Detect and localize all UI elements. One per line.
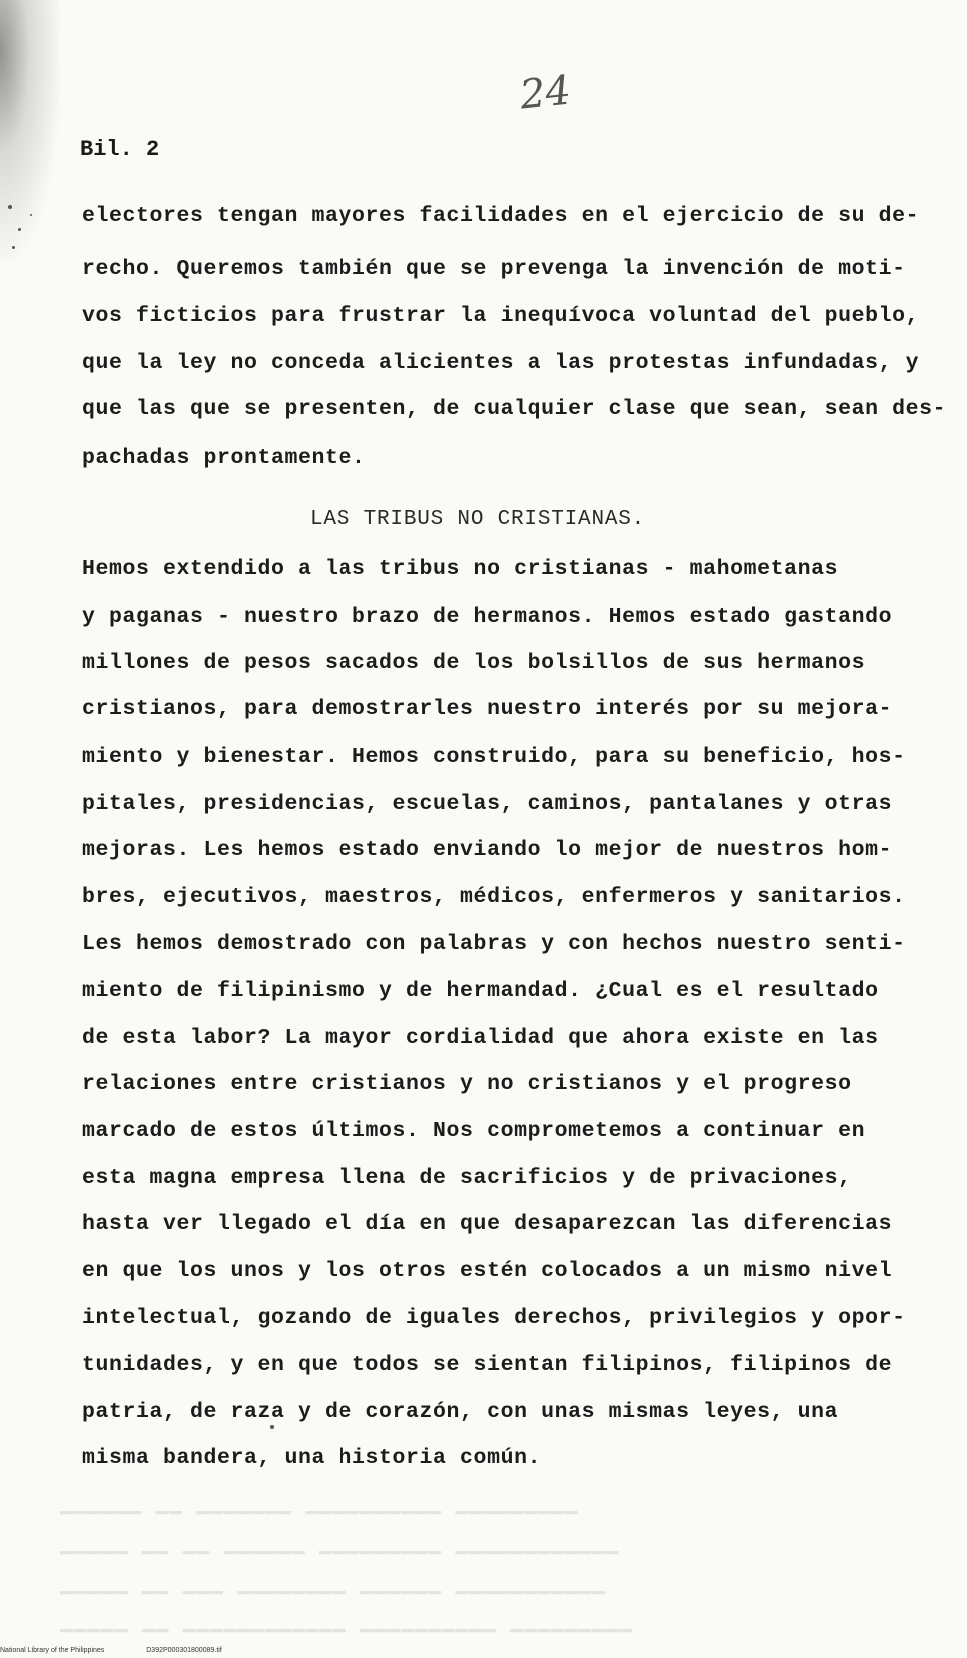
bleed-through: ▁▁▁▁▁▁ ▁▁ ▁▁▁▁▁▁▁ ▁▁▁▁▁▁▁▁▁▁ ▁▁▁▁▁▁▁▁▁ [60, 1493, 579, 1516]
text-line: hasta ver llegado el día en que desaparezcan las diferencias [82, 1212, 893, 1236]
bleed-through: ▁▁▁▁▁ ▁▁ ▁▁ ▁▁▁▁▁▁ ▁▁▁▁▁▁▁▁▁ ▁▁▁▁▁▁▁▁▁▁▁▁ [60, 1533, 620, 1556]
text-line: electores tengan mayores facilidades en el ejercicio de su de- [82, 204, 920, 228]
text-line: millones de pesos sacados de los bolsillos de sus hermanos [82, 651, 866, 675]
text-line: relaciones entre cristianos y no cristianos y el progreso [82, 1072, 852, 1096]
bleed-through: ▁▁▁▁▁ ▁▁ ▁▁▁ ▁▁▁▁▁▁▁▁ ▁▁▁▁▁▁ ▁▁▁▁▁▁▁▁▁▁▁ [60, 1573, 606, 1596]
footer-library: National Library of the Philippines [0, 1647, 105, 1654]
text-line: miento de filipinismo y de hermandad. ¿Cual es el resultado [82, 979, 879, 1003]
scan-footer [0, 1647, 262, 1654]
scan-shadow [0, 0, 60, 260]
page-number-handwritten: 24 [517, 67, 574, 119]
text-line: de esta labor? La mayor cordialidad que ahora existe en las [82, 1026, 879, 1050]
text-line: recho. Queremos también que se prevenga la invención de moti- [82, 257, 906, 281]
text-line: bres, ejecutivos, maestros, médicos, enfermeros y sanitarios. [82, 885, 906, 909]
text-line: patria, de raza y de corazón, con unas mismas leyes, una [82, 1400, 839, 1424]
text-line: Les hemos demostrado con palabras y con hechos nuestro senti- [82, 932, 906, 956]
scan-speck [8, 205, 12, 209]
text-line: y paganas - nuestro brazo de hermanos. Hemos estado gastando [82, 605, 893, 629]
scan-speck [18, 228, 21, 231]
bleed-through: ▁▁▁▁▁ ▁▁ ▁▁▁▁▁▁▁▁▁▁▁▁ ▁▁▁▁▁▁▁▁▁▁ ▁▁▁▁▁▁▁▁▁ [60, 1611, 633, 1634]
text-line: Hemos extendido a las tribus no cristianas - mahometanas [82, 557, 839, 581]
text-line: intelectual, gozando de iguales derechos, privilegios y opor- [82, 1306, 906, 1330]
text-line: que la ley no conceda alicientes a las protestas infundadas, y [82, 351, 920, 375]
text-line: esta magna empresa llena de sacrificios y de privaciones, [82, 1166, 852, 1190]
text-line: que las que se presenten, de cualquier clase que sean, sean des- [82, 397, 947, 421]
section-heading: LAS TRIBUS NO CRISTIANAS. [310, 508, 646, 531]
text-line: tunidades, y en que todos se sientan filipinos, filipinos de [82, 1353, 893, 1377]
text-line: cristianos, para demostrarles nuestro interés por su mejora- [82, 697, 893, 721]
scan-speck [270, 1425, 274, 1429]
scan-speck [30, 214, 32, 216]
document-reference: Bil. 2 [80, 137, 160, 162]
text-line: pachadas prontamente. [82, 446, 366, 470]
text-line: misma bandera, una historia común. [82, 1446, 542, 1470]
scan-speck [12, 246, 15, 249]
text-line: miento y bienestar. Hemos construido, para su beneficio, hos- [82, 745, 906, 769]
text-line: vos ficticios para frustrar la inequívoca voluntad del pueblo, [82, 304, 920, 328]
footer-file-id: D392P000301800089.tif [146, 1647, 222, 1654]
text-line: marcado de estos últimos. Nos comprometemos a continuar en [82, 1119, 866, 1143]
text-line: mejoras. Les hemos estado enviando lo mejor de nuestros hom- [82, 838, 893, 862]
text-line: pitales, presidencias, escuelas, caminos, pantalanes y otras [82, 792, 893, 816]
text-line: en que los unos y los otros estén colocados a un mismo nivel [82, 1259, 893, 1283]
